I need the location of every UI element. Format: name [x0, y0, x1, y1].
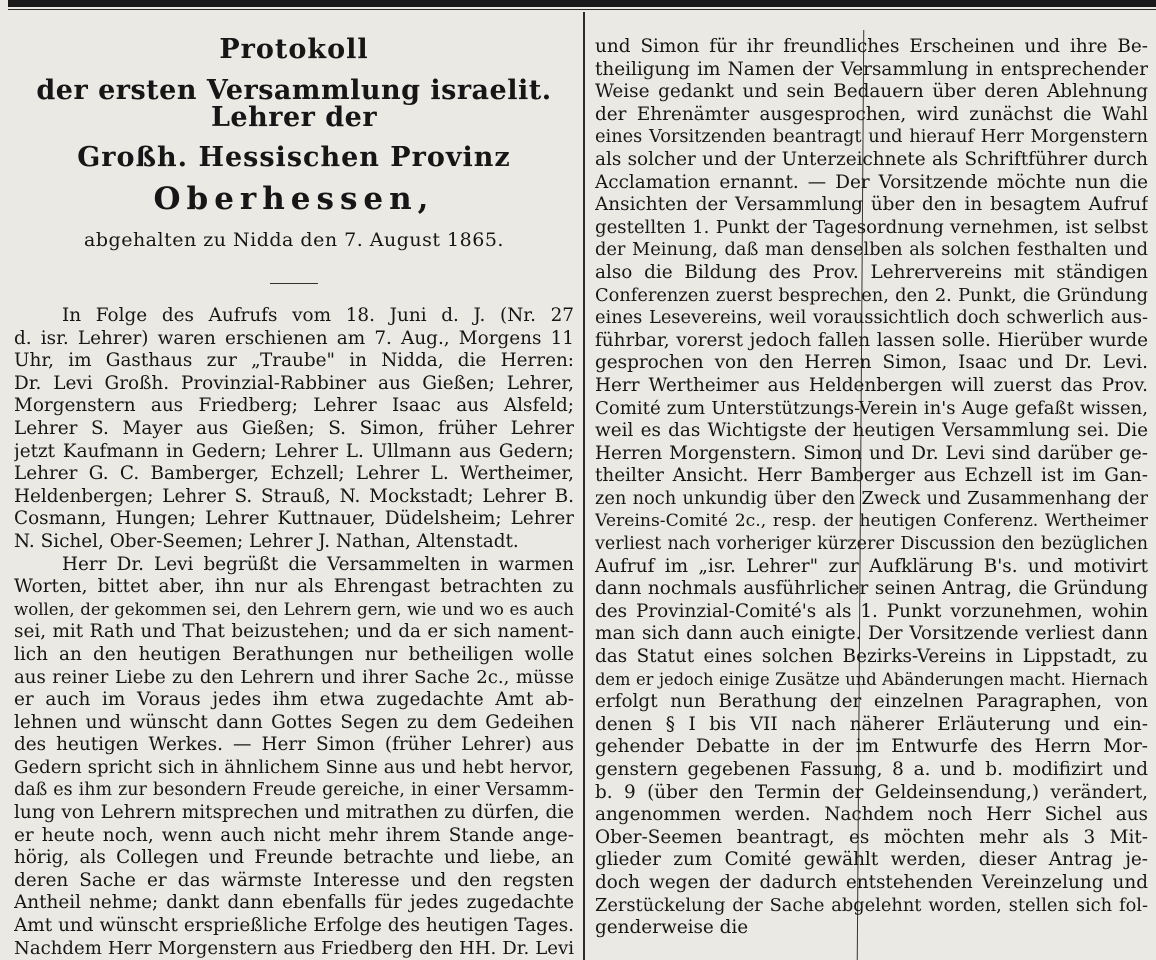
text-line: sei, mit Rath und That beizustehen; und da er sich nament- [14, 621, 574, 643]
text-line: In Folge des Aufrufs vom 18. Juni d. J. (Nr. 27 [62, 305, 574, 326]
text-line: Comité zum Unterstützungs-Verein in's Auge gefaßt wissen, [595, 397, 1148, 419]
right-column [595, 36, 1148, 940]
text-line: angenommen werden. Nachdem noch Herr Sichel aus [595, 804, 1148, 826]
text-line: er auch im Voraus jedes ihm etwa zugedachte Amt ab- [14, 689, 574, 711]
text-line: Worten, bittet aber, ihn nur als Ehrengast betrachten zu [14, 576, 574, 598]
text-line: also die Bildung des Prov. Lehrervereins mit ständigen [595, 261, 1148, 283]
text-line: daß es ihm zur besondern Freude gereiche, in einer Versamm- [14, 780, 574, 801]
document-subtitle: abgehalten zu Nidda den 7. August 1865. [84, 229, 504, 251]
text-line: glieder zum Comité gewählt werden, dieser Antrag je- [595, 849, 1148, 871]
text-line: Zerstückelung der Sache abgelehnt worden, stellen sich fol- [595, 894, 1148, 916]
text-line: theilter Ansicht. Herr Bamberger aus Echzell ist im Gan- [595, 465, 1148, 487]
heading-line-3: Großh. Hessischen Provinz [77, 142, 511, 173]
text-line: eines Lesevereins, weil voraussichtlich doch schwerlich aus- [595, 307, 1148, 329]
text-line: denen § I bis VII nach näherer Erläuterung und ein- [595, 713, 1148, 735]
text-line: Weise gedankt und sein Bedauern über deren Ablehnung [595, 81, 1148, 103]
text-line: Conferenzen zuerst besprechen, den 2. Punkt, die Gründung [595, 284, 1148, 306]
text-line: Antheil nehme; dankt dann ebenfalls für jedes zugedachte [14, 892, 574, 914]
text-line: Ober-Seemen beantragt, es möchten mehr als 3 Mit- [595, 826, 1148, 848]
text-line: Herr Dr. Levi begrüßt die Versammelten in warmen [62, 553, 574, 575]
text-line: Nachdem Herr Morgenstern aus Friedberg den HH. Dr. Levi [14, 937, 574, 959]
text-line: er heute noch, wenn auch nicht mehr ihrem Stande ange- [14, 824, 574, 846]
text-line: und Simon für ihr freundliches Erscheinen und ihre Be- [595, 36, 1148, 57]
column-divider [583, 12, 585, 960]
heading-line-2: der ersten Versammlung israelit. Lehrer der [36, 75, 552, 133]
top-rule [8, 0, 1156, 7]
text-line: der Ehrenämter ausgesprochen, wird zunächst die Wahl [595, 103, 1148, 125]
text-line: deren Sache er das wärmste Interesse und den regsten [14, 869, 574, 891]
text-line: als solcher und der Unterzeichnete als Schriftführer durch [595, 148, 1148, 170]
text-line: lung von Lehrern mitsprechen und mitrathen zu dürfen, die [14, 802, 574, 824]
text-line: hörig, als Collegen und Freunde betrachte und liebe, an [14, 847, 574, 869]
text-line: lich an den heutigen Berathungen nur betheiligen wolle [14, 643, 574, 665]
text-line: das Statut eines solchen Bezirks-Vereins in Lippstadt, zu [595, 646, 1148, 668]
text-line: Ansichten der Versammlung über den in besagtem Aufruf [595, 194, 1148, 216]
text-line: führbar, vorerst jedoch fallen lassen solle. Hierüber wurde [595, 329, 1148, 351]
text-line: dann nochmals ausführlicher seinen Antrag, die Gründung [595, 578, 1148, 600]
text-line: lehnen und wünscht dann Gottes Segen zu dem Gedeihen [14, 711, 574, 733]
text-line: doch wegen der dadurch entstehenden Vereinzelung und [595, 871, 1148, 893]
top-rule-thin [8, 9, 1156, 10]
text-line: gestellten 1. Punkt der Tagesordnung vernehmen, ist selbst [595, 216, 1148, 238]
left-column-text [14, 305, 574, 960]
text-line: Cosmann, Hungen; Lehrer Kuttnauer, Düdelsheim; Lehrer [14, 508, 574, 530]
text-line: der Meinung, daß man denselben als solchen festhalten und [595, 239, 1148, 261]
text-line: Gedern spricht sich in ähnlichem Sinne aus und hebt hervor, [14, 756, 574, 778]
text-line: Acclamation ernannt. — Der Vorsitzende möchte nun die [595, 171, 1148, 193]
text-line: erfolgt nun Berathung der einzelnen Paragraphen, von [595, 691, 1148, 713]
text-line: eines Vorsitzenden beantragt und hierauf Herr Morgenstern [595, 126, 1148, 148]
text-line: des heutigen Werkes. — Herr Simon (früher Lehrer) aus [14, 734, 574, 756]
heading-line-4: Oberhessen, [153, 181, 435, 217]
text-line: Lehrer G. C. Bamberger, Echzell; Lehrer L. Wertheimer, [14, 463, 574, 485]
text-line: zen noch unkundig über den Zweck und Zusammenhang der [595, 487, 1148, 509]
text-line: Lehrer S. Mayer aus Gießen; S. Simon, früher Lehrer [14, 417, 574, 439]
text-line: genstern gegebenen Fassung, 8 a. und b. modifizirt und [595, 759, 1148, 780]
text-line: Herr Wertheimer aus Heldenbergen will zuerst das Prov. [595, 374, 1148, 396]
text-line: Uhr, im Gasthaus zur „Traube" in Nidda, die Herren: [14, 350, 574, 372]
text-line: des Provinzial-Comité's als 1. Punkt vorzunehmen, wohin [595, 600, 1148, 622]
text-line: aus reiner Liebe zu den Lehrern und ihrer Sache 2c., müsse [14, 666, 574, 688]
text-line: genderweise die [595, 917, 749, 939]
text-line: Aufruf im „isr. Lehrer" zur Aufklärung B's. und motivirt [595, 555, 1148, 577]
section-rule [270, 283, 318, 284]
document-title: Protokoll [219, 34, 369, 65]
right-column-text [595, 36, 1148, 940]
text-line: N. Sichel, Ober-Seemen; Lehrer J. Nathan, Altenstadt. [14, 530, 519, 552]
text-line: wollen, der gekommen sei, den Lehrern gern, wie und wo es auch [14, 599, 574, 619]
text-line: Vereins-Comité 2c., resp. der heutigen Conferenz. Wertheimer [595, 511, 1148, 532]
text-line: verliest nach vorheriger kürzerer Discussion den bezüglichen [595, 534, 1148, 555]
text-line: b. 9 (über den Termin der Geldeinsendung,) verändert, [595, 781, 1148, 803]
text-line: gehender Debatte in der im Entwurfe des Herrn Mor- [595, 736, 1148, 758]
text-line: Amt und wünscht ersprießliche Erfolge des heutigen Tages. [14, 915, 574, 937]
text-line: Heldenbergen; Lehrer S. Strauß, N. Mockstadt; Lehrer B. [14, 485, 574, 507]
text-line: man sich dann auch einigte. Der Vorsitzende verliest dann [595, 623, 1148, 645]
text-line: Morgenstern aus Friedberg; Lehrer Isaac aus Alsfeld; [14, 395, 574, 417]
text-line: theiligung im Namen der Versammlung in entsprechender [595, 58, 1148, 80]
text-line: d. isr. Lehrer) waren erschienen am 7. Aug., Morgens 11 [14, 327, 574, 349]
text-line: weil es das Wichtigste der heutigen Versammlung sei. Die [595, 420, 1148, 442]
text-line: Dr. Levi Großh. Provinzial-Rabbiner aus Gießen; Lehrer, [14, 372, 574, 394]
text-line: Herren Morgenstern. Simon und Dr. Levi sind darüber ge- [595, 442, 1148, 464]
text-line: jetzt Kaufmann in Gedern; Lehrer L. Ullmann aus Gedern; [14, 440, 574, 462]
text-line: dem er jedoch einige Zusätze und Abänderungen macht. Hiernach [595, 669, 1148, 689]
left-column [14, 32, 574, 960]
text-line: gesprochen von den Herren Simon, Isaac und Dr. Levi. [595, 352, 1148, 374]
